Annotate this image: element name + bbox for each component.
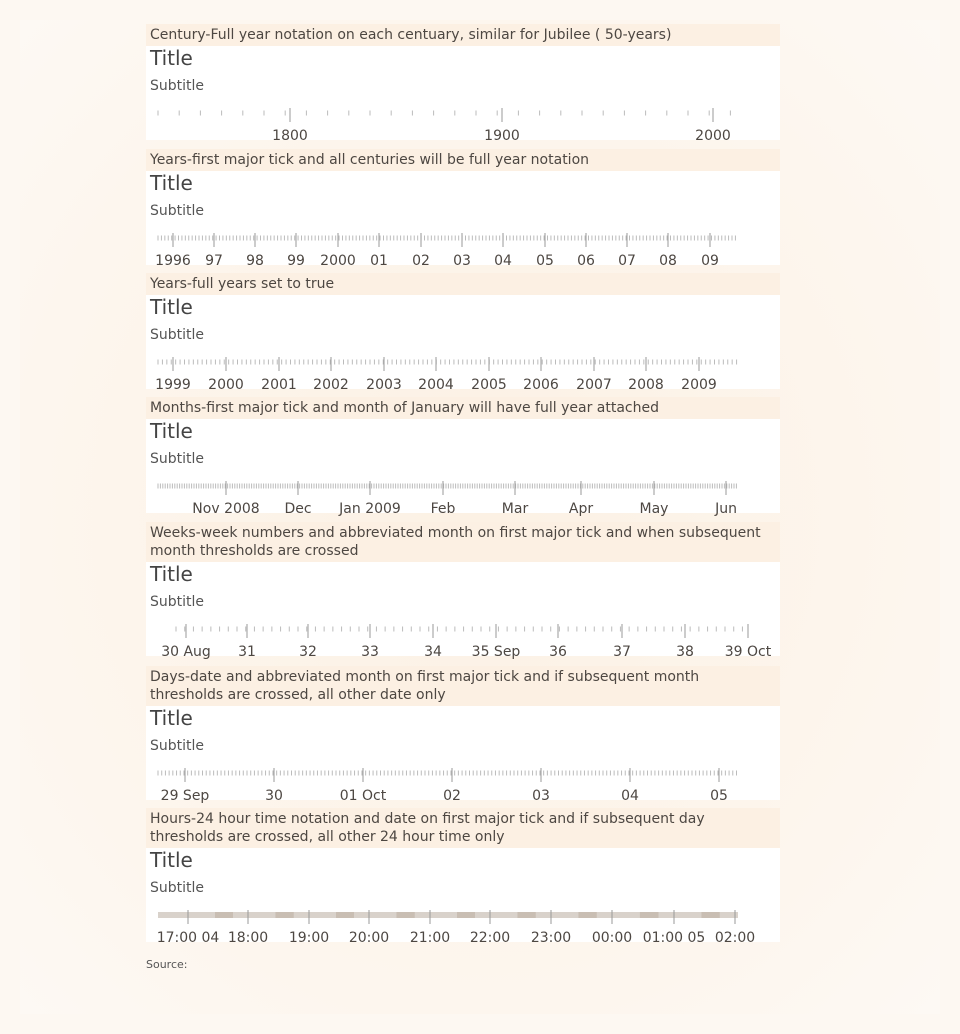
tick-label: 03	[453, 253, 471, 269]
tick-label: Feb	[430, 501, 456, 517]
example-description: Century-Full year notation on each centuary, similar for Jubilee ( 50-years)	[146, 24, 780, 46]
axis-band-segment	[640, 912, 659, 918]
axis-band-segment	[701, 912, 719, 918]
tick-label: 02	[412, 253, 430, 269]
time-axis	[146, 616, 780, 662]
tick-label: 05	[536, 253, 554, 269]
tick-label: 31	[238, 644, 256, 660]
chart-panel	[146, 171, 780, 269]
tick-label: 18:00	[227, 930, 269, 946]
tick-label: 39 Oct	[724, 644, 772, 660]
tick-label: Jan 2009	[339, 501, 401, 517]
tick-label: Dec	[284, 501, 312, 517]
tick-label: Nov 2008	[192, 501, 260, 517]
chart-subtitle: Subtitle	[150, 203, 205, 219]
tick-label: 04	[494, 253, 512, 269]
tick-label: 06	[577, 253, 595, 269]
tick-label: 1800	[272, 128, 308, 144]
tick-label: 98	[246, 253, 264, 269]
tick-label: 2000	[208, 377, 244, 393]
chart-panel	[146, 848, 780, 946]
tick-label: 22:00	[469, 930, 511, 946]
tick-label: 2007	[576, 377, 612, 393]
chart-title: Title	[150, 419, 193, 443]
tick-label: Jun	[715, 501, 737, 517]
tick-label: 04	[621, 788, 639, 804]
tick-label: 37	[613, 644, 631, 660]
chart-title: Title	[150, 562, 193, 586]
tick-label: 2005	[471, 377, 507, 393]
axis-band-segment	[396, 912, 414, 918]
tick-label: 20:00	[348, 930, 390, 946]
tick-label: 2009	[681, 377, 717, 393]
tick-label: 33	[361, 644, 379, 660]
chart-panel	[146, 562, 780, 660]
tick-label: 2002	[313, 377, 349, 393]
tick-label: 1900	[484, 128, 520, 144]
tick-label: 00:00	[591, 930, 633, 946]
tick-label: 2004	[418, 377, 454, 393]
tick-label: 35 Sep	[471, 644, 521, 660]
axis-band-segment	[517, 912, 535, 918]
tick-label: 05	[710, 788, 728, 804]
tick-label: 32	[299, 644, 317, 660]
tick-label: 21:00	[409, 930, 451, 946]
tick-label: May	[639, 501, 669, 517]
chart-panel	[146, 419, 780, 517]
example-description: Years-full years set to true	[146, 273, 780, 295]
tick-label: 30 Aug	[161, 644, 211, 660]
tick-label: 38	[676, 644, 694, 660]
axis-band-segment	[275, 912, 293, 918]
chart-panel	[146, 46, 780, 144]
tick-label: 1996	[155, 253, 191, 269]
source-note: Source:	[146, 958, 188, 971]
tick-label: 29 Sep	[160, 788, 210, 804]
tick-label: Apr	[568, 501, 594, 517]
axis-band-segment	[215, 912, 233, 918]
tick-label: Mar	[501, 501, 529, 517]
tick-label: 2008	[628, 377, 664, 393]
time-axis	[146, 100, 780, 146]
tick-label: 02:00	[714, 930, 756, 946]
tick-label: 17:00 04	[156, 930, 220, 946]
chart-title: Title	[150, 295, 193, 319]
example-description: Weeks-week numbers and abbreviated month on first major tick and when subsequent month thresholds are crossed	[146, 522, 780, 562]
tick-label: 08	[659, 253, 677, 269]
tick-label: 03	[532, 788, 550, 804]
tick-label: 2000	[695, 128, 731, 144]
example-description: Days-date and abbreviated month on first major tick and if subsequent month thresholds are crossed, all other date only	[146, 666, 780, 706]
tick-label: 1999	[155, 377, 191, 393]
chart-subtitle: Subtitle	[150, 327, 205, 343]
tick-label: 09	[701, 253, 719, 269]
tick-label: 01:00 05	[642, 930, 706, 946]
chart-title: Title	[150, 171, 193, 195]
example-description: Hours-24 hour time notation and date on first major tick and if subsequent day thresholds are crossed, all other 24 hour time only	[146, 808, 780, 848]
tick-label: 2003	[366, 377, 402, 393]
tick-label: 01	[370, 253, 388, 269]
tick-label: 19:00	[288, 930, 330, 946]
chart-title: Title	[150, 706, 193, 730]
tick-label: 99	[287, 253, 305, 269]
tick-label: 23:00	[530, 930, 572, 946]
tick-label: 97	[205, 253, 223, 269]
tick-label: 2000	[320, 253, 356, 269]
example-description: Months-first major tick and month of January will have full year attached	[146, 397, 780, 419]
chart-title: Title	[150, 848, 193, 872]
example-description: Years-first major tick and all centuries will be full year notation	[146, 149, 780, 171]
tick-label: 30	[265, 788, 283, 804]
time-axis	[146, 760, 780, 806]
chart-panel	[146, 295, 780, 393]
chart-title: Title	[150, 46, 193, 70]
tick-label: 01 Oct	[339, 788, 387, 804]
tick-label: 07	[618, 253, 636, 269]
tick-label: 34	[424, 644, 442, 660]
axis-band-segment	[457, 912, 475, 918]
time-axis	[146, 349, 780, 395]
time-axis	[146, 902, 780, 948]
chart-subtitle: Subtitle	[150, 594, 205, 610]
chart-subtitle: Subtitle	[150, 78, 205, 94]
chart-subtitle: Subtitle	[150, 738, 205, 754]
chart-subtitle: Subtitle	[150, 451, 205, 467]
chart-subtitle: Subtitle	[150, 880, 205, 896]
axis-band-segment	[578, 912, 596, 918]
time-axis	[146, 225, 780, 271]
tick-label: 2001	[261, 377, 297, 393]
tick-label: 36	[549, 644, 567, 660]
tick-label: 2006	[523, 377, 559, 393]
tick-label: 02	[443, 788, 461, 804]
axis-band-segment	[336, 912, 354, 918]
time-axis	[146, 473, 780, 519]
chart-panel	[146, 706, 780, 804]
